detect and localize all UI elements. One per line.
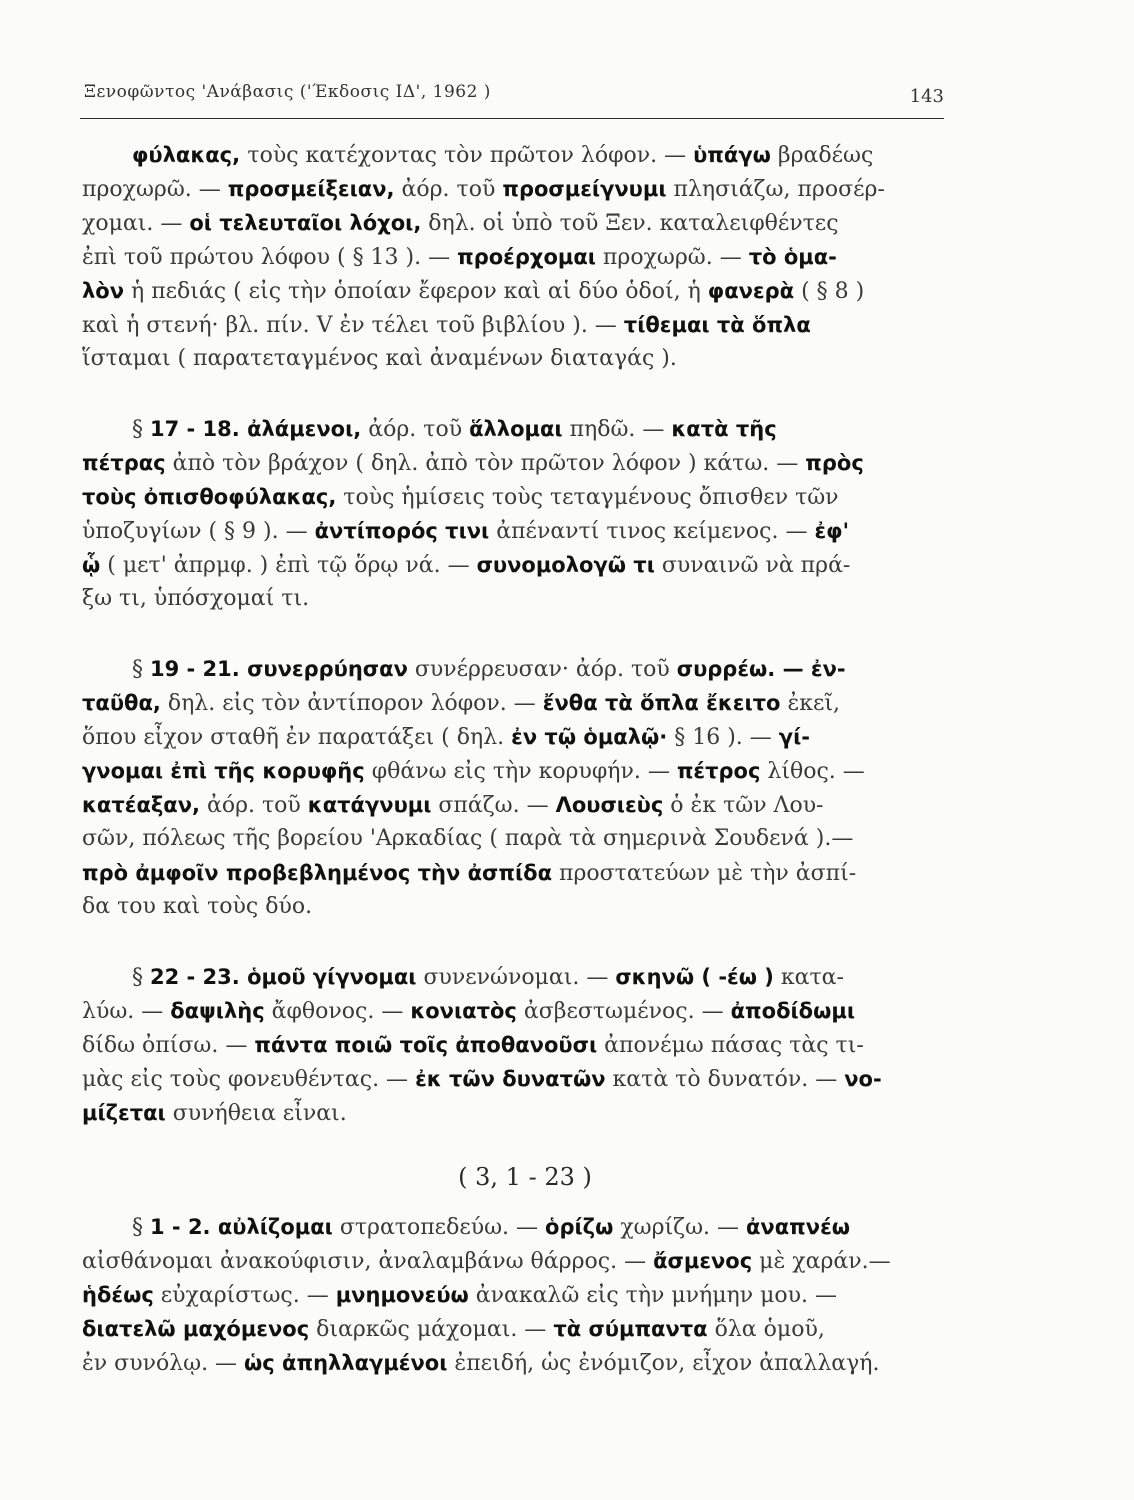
headword: ἄσμενος — [653, 1249, 753, 1273]
gloss-text: ξω τι, ὑπόσχομαί τι. — [82, 586, 310, 611]
gloss-text: συνέρρευσαν· ἀόρ. τοῦ — [407, 657, 677, 682]
text-line — [82, 172, 948, 206]
gloss-text: § — [132, 1215, 150, 1240]
headword: τοὺς ὀπισθοφύλακας, — [82, 485, 337, 509]
headword: ἡδέως — [82, 1283, 154, 1307]
headword: 19 - 21. συνερρύησαν — [150, 657, 408, 681]
gloss-text: § 16 ). — — [667, 725, 779, 750]
headword: ἀναπνέω — [746, 1215, 851, 1239]
gloss-text: σπάζω. — — [431, 793, 556, 818]
text-line — [82, 1062, 948, 1096]
text-line — [82, 446, 948, 480]
text-line — [82, 1312, 948, 1346]
gloss-text: ( μετ' ἀπρμφ. ) ἐπὶ τῷ ὅρῳ νά. — — [100, 553, 477, 578]
headword: 1 - 2. αὐλίζομαι — [150, 1215, 333, 1239]
gloss-text: ἐν συνόλῳ. — — [82, 1351, 245, 1376]
text-line — [82, 138, 948, 172]
headword: ἀποδίδωμι — [730, 999, 855, 1023]
gloss-text: ( § 8 ) — [794, 279, 865, 304]
headword: πέτρας — [82, 451, 166, 475]
gloss-text: τοὺς ἡμίσεις τοὺς τεταγμένους ὄπισθεν τῶν — [336, 485, 839, 510]
gloss-text: κατα- — [773, 965, 844, 990]
headword: νο- — [844, 1067, 882, 1091]
gloss-text: ἀπονέμω πάσας τὰς τι- — [597, 1033, 864, 1058]
headword: πάντα ποιῶ τοῖς ἀποθανοῦσι — [254, 1033, 598, 1057]
gloss-text: προχωρῶ. — — [82, 177, 228, 202]
headword: μίζεται — [82, 1101, 166, 1125]
gloss-text: ἀόρ. τοῦ — [394, 177, 503, 202]
text-line — [82, 308, 948, 342]
gloss-text: ἀνακαλῶ εἰς τὴν μνήμην μου. — — [468, 1283, 837, 1308]
gloss-text: ἀόρ. τοῦ — [361, 417, 470, 442]
gloss-text: § — [132, 657, 150, 682]
headword: κατέαξαν, — [82, 793, 200, 817]
gloss-text: ὅλα ὁμοῦ, — [707, 1317, 825, 1342]
gloss-text: συνήθεια εἶναι. — [165, 1101, 347, 1126]
gloss-text: εὐχαρίστως. — — [153, 1283, 336, 1308]
gloss-text: συναινῶ νὰ πρά- — [654, 553, 851, 578]
gloss-text: μὰς εἰς τοὺς φονευθέντας. — — [82, 1067, 416, 1092]
text-line — [82, 1028, 948, 1062]
text-line — [82, 240, 948, 274]
gloss-text: χωρίζω. — — [613, 1215, 746, 1240]
gloss-text: § — [132, 965, 150, 990]
gloss-text: ὅπου εἶχον σταθῆ ἐν παρατάξει ( δηλ. — [82, 725, 512, 750]
text-line — [82, 1346, 948, 1380]
text-line — [82, 788, 948, 822]
running-header — [80, 72, 944, 119]
gloss-text: σῶν, πόλεως τῆς βορείου 'Αρκαδίας ( παρὰ τὰ σημερινὰ Σουδενά ).— — [82, 826, 854, 851]
text-line — [82, 1244, 948, 1278]
paragraph — [82, 1210, 948, 1380]
gloss-text: ἵσταμαι ( παρατεταγμένος καὶ ἀναμένων διαταγάς ). — [82, 346, 677, 371]
gloss-text: λύω. — — [82, 999, 171, 1024]
gloss-text: ἐπειδή, ὡς ἐνόμιζον, εἶχον ἀπαλλαγή. — [447, 1351, 880, 1376]
headword: δαψιλὴς — [170, 999, 265, 1023]
text-line — [82, 1210, 948, 1244]
text-line — [82, 652, 948, 686]
paragraph — [82, 652, 948, 924]
headword: συρρέω. — ἐν- — [676, 657, 846, 681]
headword: ἅλλομαι — [469, 417, 563, 441]
paragraph — [82, 138, 948, 376]
gloss-text: ὑποζυγίων ( § 9 ). — — [82, 519, 315, 544]
gloss-text: αἰσθάνομαι ἀνακούφισιν, ἀναλαμβάνω θάρρος. — — [82, 1249, 654, 1274]
headword: ὑπάγω — [693, 143, 771, 167]
gloss-text: ἡ πεδιάς ( εἰς τὴν ὁποίαν ἔφερον καὶ αἱ δύο ὁδοί, ἡ — [124, 279, 708, 304]
headword: λὸν — [82, 279, 125, 303]
text-line — [82, 686, 948, 720]
gloss-text: ἄφθονος. — — [264, 999, 411, 1024]
text-line — [82, 856, 948, 890]
gloss-text: συνενώνομαι. — — [416, 965, 616, 990]
gloss-text: προχωρῶ. — — [595, 245, 749, 270]
gloss-text: διαρκῶς μάχομαι. — — [309, 1317, 554, 1342]
text-line — [82, 582, 948, 616]
gloss-text: λίθος. — — [760, 759, 865, 784]
headword: κατάγνυμι — [307, 793, 432, 817]
text-line — [82, 206, 948, 240]
headword: φύλακας, — [132, 143, 248, 167]
headword: ὁρίζω — [545, 1215, 614, 1239]
headword: γνομαι ἐπὶ τῆς κορυφῆς — [82, 759, 365, 783]
gloss-text: προστατεύων μὲ τὴν ἀσπί- — [552, 861, 857, 886]
paragraph — [82, 960, 948, 1130]
gloss-text: ὁ ἐκ τῶν Λου- — [663, 793, 824, 818]
gloss-text: καὶ ἡ στενή· βλ. πίν. V ἐν τέλει τοῦ βιβλίου ). — — [82, 313, 624, 338]
text-line — [82, 890, 948, 924]
text-line — [82, 480, 948, 514]
text-line — [82, 720, 948, 754]
headword: Λουσιεὺς — [555, 793, 664, 817]
gloss-text: μὲ χαράν.— — [752, 1249, 891, 1274]
gloss-text: πηδῶ. — — [562, 417, 672, 442]
gloss-text: πλησιάζω, προσέρ- — [666, 177, 885, 202]
headword: κατὰ τῆς — [671, 417, 777, 441]
gloss-text: φθάνω εἰς τὴν κορυφήν. — — [364, 759, 677, 784]
headword: γί- — [778, 725, 810, 749]
text-line — [82, 1278, 948, 1312]
gloss-text: ἐκεῖ, — [780, 691, 841, 716]
header-title: Ξενοφῶντος 'Ανάβασις ('Έκδοσις ΙΔ', 1962 ) — [84, 82, 491, 102]
section-heading: ( 3, 1 - 23 ) — [458, 1163, 592, 1191]
gloss-text: δηλ. εἰς τὸν ἀντίπορον λόφον. — — [160, 691, 543, 716]
headword: προσμείγνυμι — [502, 177, 667, 201]
gloss-text: ἐπὶ τοῦ πρώτου λόφου ( § 13 ). — — [82, 245, 458, 270]
page-content — [82, 138, 948, 1416]
headword: ὡς ἀπηλλαγμένοι — [244, 1351, 448, 1375]
gloss-text: ἀόρ. τοῦ — [199, 793, 308, 818]
page-number: 143 — [909, 86, 944, 107]
headword: ἀντίπορός τινι — [314, 519, 490, 543]
gloss-text: δίδω ὀπίσω. — — [82, 1033, 255, 1058]
text-line — [82, 960, 948, 994]
headword: συνομολογῶ τι — [476, 553, 655, 577]
headword: φανερὰ — [707, 279, 795, 303]
text-line — [82, 822, 948, 856]
gloss-text: ἀπέναντί τινος κείμενος. — — [489, 519, 815, 544]
headword: σκηνῶ ( -έω ) — [615, 965, 774, 989]
headword: ᾧ — [82, 553, 101, 577]
text-line — [82, 274, 948, 308]
headword: κονιατὸς — [410, 999, 517, 1023]
headword: ἔνθα τὰ ὅπλα ἔκειτο — [542, 691, 781, 715]
gloss-text: στρατοπεδεύω. — — [332, 1215, 546, 1240]
headword: 17 - 18. ἀλάμενοι, — [150, 417, 362, 441]
gloss-text: κατὰ τὸ δυνατόν. — — [605, 1067, 845, 1092]
gloss-text: χομαι. — — [82, 211, 190, 236]
headword: ἐφ' — [814, 519, 850, 543]
text-line — [82, 342, 948, 376]
headword: 22 - 23. ὁμοῦ γίγνομαι — [150, 965, 417, 989]
headword: προέρχομαι — [457, 245, 596, 269]
headword: οἱ τελευταῖοι λόχοι, — [189, 211, 422, 235]
headword: τὰ σύμπαντα — [553, 1317, 708, 1341]
headword: τὸ ὁμα- — [748, 245, 837, 269]
text-line — [82, 412, 948, 446]
text-line — [82, 1096, 948, 1130]
gloss-text: τοὺς κατέχοντας τὸν πρῶτον λόφον. — — [247, 143, 694, 168]
text-line — [82, 514, 948, 548]
headword: πρὸς — [805, 451, 864, 475]
headword: ταῦθα, — [82, 691, 161, 715]
headword: πρὸ ἀμφοῖν προβεβλημένος τὴν ἀσπίδα — [82, 861, 553, 885]
headword: ἐκ τῶν δυνατῶν — [415, 1067, 606, 1091]
gloss-text: § — [132, 417, 150, 442]
gloss-text: ἀπὸ τὸν βράχον ( δηλ. ἀπὸ τὸν πρῶτον λόφον ) κάτω. — — [165, 451, 806, 476]
text-line — [82, 548, 948, 582]
text-line — [82, 754, 948, 788]
gloss-text: δα του καὶ τοὺς δύο. — [82, 894, 313, 919]
headword: πέτρος — [676, 759, 761, 783]
headword: διατελῶ μαχόμενος — [82, 1317, 310, 1341]
headword: τίθεμαι τὰ ὅπλα — [623, 313, 811, 337]
gloss-text: βραδέως — [770, 143, 874, 168]
text-line — [82, 994, 948, 1028]
gloss-text: δηλ. οἱ ὑπὸ τοῦ Ξεν. καταλειφθέντες — [421, 211, 839, 236]
headword: ἐν τῷ ὁμαλῷ· — [511, 725, 668, 749]
headword: προσμείξειαν, — [227, 177, 395, 201]
gloss-text: ἀσβεστωμένος. — — [516, 999, 731, 1024]
paragraph — [82, 412, 948, 616]
headword: μνημονεύω — [335, 1283, 469, 1307]
